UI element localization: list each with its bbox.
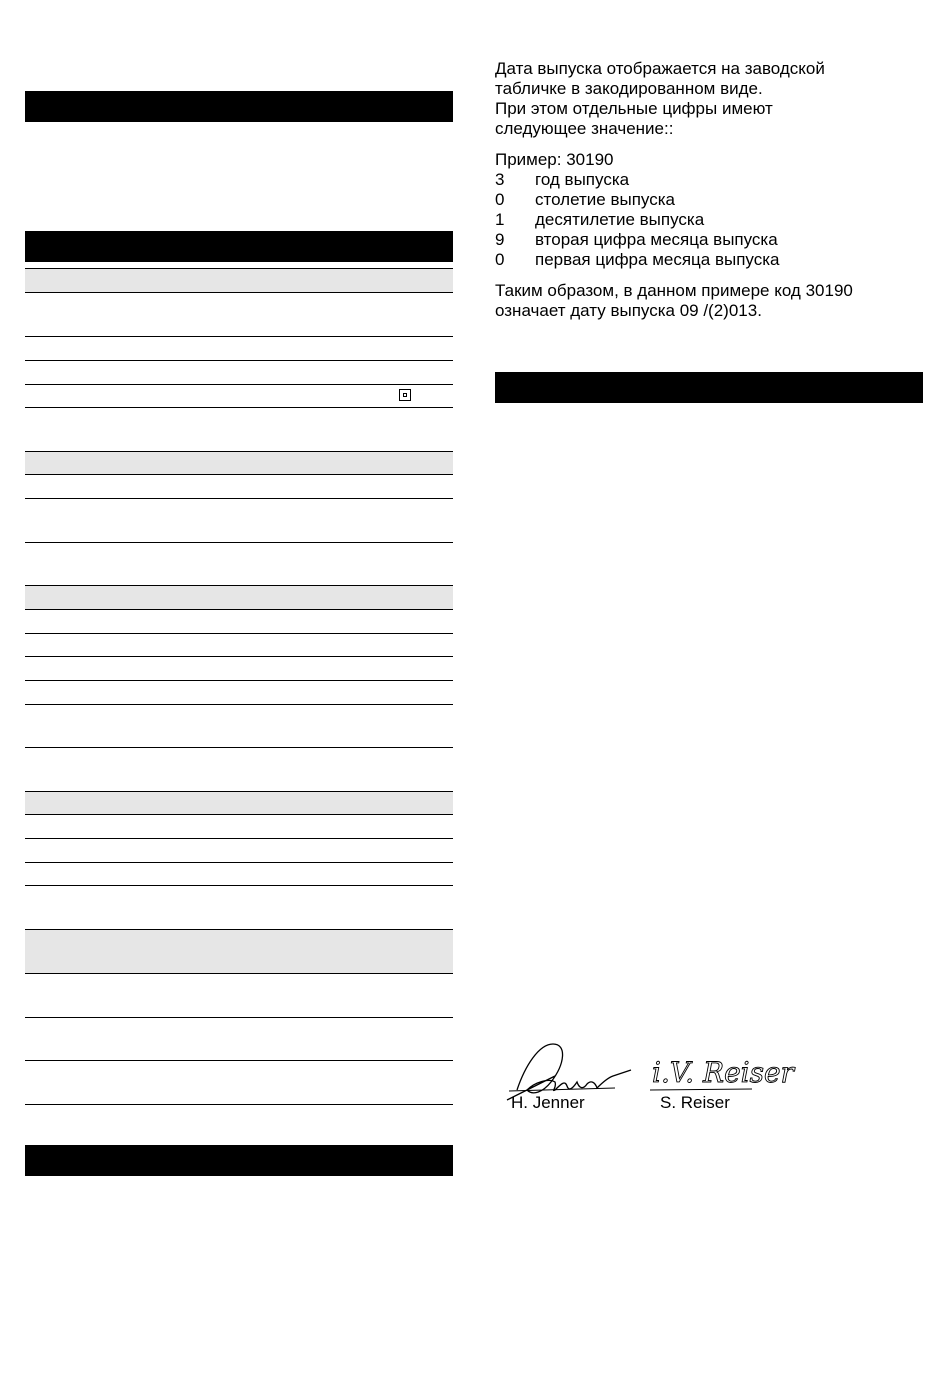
example-label: Пример: 30190: [495, 150, 614, 169]
table-rule: [25, 791, 453, 792]
table-rule: [25, 814, 453, 815]
table-rule: [25, 542, 453, 543]
table-rule: [25, 929, 453, 930]
intro-line-1: Дата выпуска отображается на заводской: [495, 59, 825, 78]
signature-reiser-handwriting: i.V. Reiser: [652, 1056, 794, 1089]
digit-row: [495, 210, 704, 230]
digit: 0: [495, 250, 505, 269]
table-rule: [25, 292, 453, 293]
table-rule: [25, 609, 453, 610]
table-rule: [25, 680, 453, 681]
table-rule: [25, 747, 453, 748]
intro-line-3: При этом отдельные цифры имеют: [495, 99, 773, 118]
digit-meaning: год выпуска: [535, 170, 630, 189]
digit-row: [495, 250, 779, 270]
digit-row: [495, 190, 675, 210]
digit-meaning: первая цифра месяца выпуска: [535, 250, 780, 269]
digit: 1: [495, 210, 505, 229]
signature-reiser-icon: [648, 1046, 794, 1096]
table-rule: [25, 336, 453, 337]
digit: 3: [495, 170, 505, 189]
table-rule: [25, 633, 453, 634]
digit-row: [495, 230, 778, 250]
table-rule: [25, 1104, 453, 1105]
table-rule: [25, 838, 453, 839]
table-rule: [25, 1017, 453, 1018]
intro-line-2: табличке в закодированном виде.: [495, 79, 763, 98]
table-rule: [25, 656, 453, 657]
table-rule: [25, 451, 453, 452]
conclusion-line-2: означает дату выпуска 09 /(2)013.: [495, 301, 762, 320]
signer-name-reiser: S. Reiser: [660, 1093, 730, 1112]
digit-meaning: вторая цифра месяца выпуска: [535, 230, 778, 249]
digit: 0: [495, 190, 505, 209]
table-group-header: [25, 586, 453, 609]
table-rule: [25, 862, 453, 863]
table-rule: [25, 1060, 453, 1061]
digit-meaning: десятилетие выпуска: [535, 210, 705, 229]
conclusion-line-1: Таким образом, в данном примере код 30190: [495, 281, 853, 300]
table-group-header: [25, 269, 453, 292]
table-group-header: [25, 792, 453, 814]
double-insulation-icon: [399, 389, 411, 401]
intro-line-4: следующее значение::: [495, 119, 674, 138]
table-rule: [25, 384, 453, 385]
table-group-header: [25, 930, 453, 973]
section-header-bar-2: [25, 231, 453, 262]
table-rule: [25, 268, 453, 269]
signer-name-jenner: H. Jenner: [511, 1093, 585, 1112]
digit: 9: [495, 230, 505, 249]
table-rule: [25, 885, 453, 886]
table-group-header: [25, 452, 453, 474]
section-header-bar-3: [25, 1145, 453, 1176]
table-rule: [25, 704, 453, 705]
table-rule: [25, 585, 453, 586]
digit-meaning: столетие выпуска: [535, 190, 675, 209]
table-rule: [25, 407, 453, 408]
section-header-bar-4: [495, 372, 923, 403]
digit-row: [495, 170, 629, 190]
section-header-bar-1: [25, 91, 453, 122]
table-rule: [25, 973, 453, 974]
table-rule: [25, 360, 453, 361]
table-rule: [25, 474, 453, 475]
table-rule: [25, 498, 453, 499]
